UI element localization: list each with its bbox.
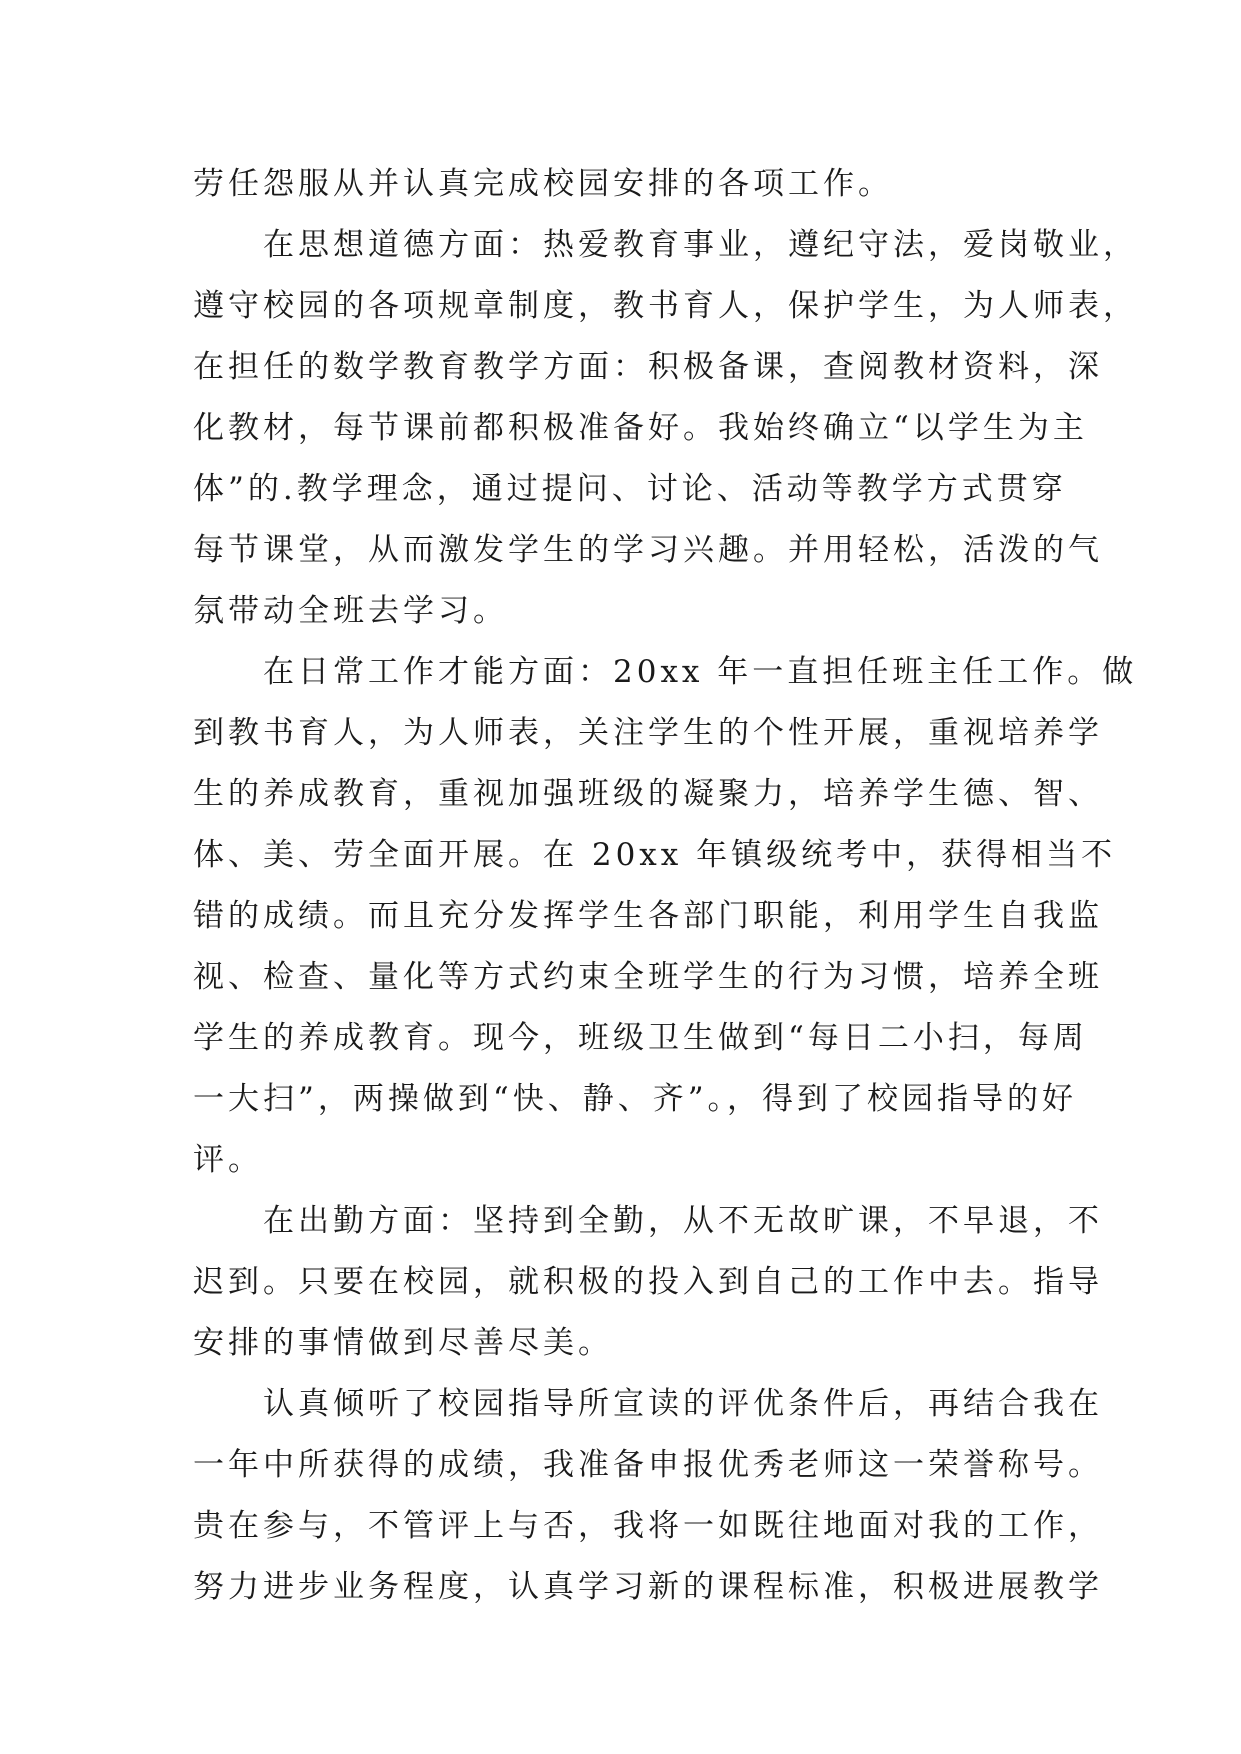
- text-line: 在担任的数学教育教学方面：积极备课，查阅教材资料，深: [193, 349, 1103, 385]
- document-body: [193, 154, 1138, 1618]
- text-line: 遵守校园的各项规章制度，教书育人，保护学生，为人师表，: [193, 288, 1138, 324]
- paragraph: [193, 1191, 1103, 1374]
- text-line: 每节课堂，从而激发学生的学习兴趣。并用轻松，活泼的气: [193, 532, 1103, 568]
- text-line: 错的成绩。而且充分发挥学生各部门职能，利用学生自我监: [193, 898, 1103, 934]
- text-line: 一年中所获得的成绩，我准备申报优秀老师这一荣誉称号。: [193, 1447, 1103, 1483]
- text-line: 生的养成教育，重视加强班级的凝聚力，培养学生德、智、: [193, 776, 1103, 812]
- paragraph: [193, 1374, 1103, 1618]
- text-line: 到教书育人，为人师表，关注学生的个性开展，重视培养学: [193, 715, 1103, 751]
- text-line: 贵在参与，不管评上与否，我将一如既往地面对我的工作，: [193, 1508, 1103, 1544]
- text-line: 努力进步业务程度，认真学习新的课程标准，积极进展教学: [193, 1569, 1103, 1605]
- text-line: 在出勤方面：坚持到全勤，从不无故旷课，不早退，不: [263, 1203, 1103, 1239]
- text-line: 迟到。只要在校园，就积极的投入到自己的工作中去。指导: [193, 1264, 1103, 1300]
- text-line: 体、美、劳全面开展。在 20xx 年镇级统考中，获得相当不: [193, 837, 1117, 873]
- text-line: 在日常工作才能方面：20xx 年一直担任班主任工作。做: [263, 654, 1138, 690]
- text-line: 一大扫”，两操做到“快、静、齐”。，得到了校园指导的好: [193, 1081, 1078, 1117]
- text-line: 在思想道德方面：热爱教育事业，遵纪守法，爱岗敬业，: [263, 227, 1138, 263]
- text-line: 劳任怨服从并认真完成校园安排的各项工作。: [193, 166, 893, 202]
- text-line: 评。: [193, 1142, 263, 1178]
- text-line: 氛带动全班去学习。: [193, 593, 508, 629]
- paragraph: [193, 642, 1138, 1191]
- text-line: 认真倾听了校园指导所宣读的评优条件后，再结合我在: [263, 1386, 1103, 1422]
- text-line: 视、检查、量化等方式约束全班学生的行为习惯，培养全班: [193, 959, 1103, 995]
- text-line: 学生的养成教育。现今，班级卫生做到“每日二小扫，每周: [193, 1020, 1088, 1056]
- paragraph: [193, 215, 1138, 642]
- text-line: 体”的.教学理念，通过提问、讨论、活动等教学方式贯穿: [193, 471, 1067, 507]
- paragraph: [193, 154, 1073, 215]
- text-line: 化教材，每节课前都积极准备好。我始终确立“以学生为主: [193, 410, 1088, 446]
- text-line: 安排的事情做到尽善尽美。: [193, 1325, 613, 1361]
